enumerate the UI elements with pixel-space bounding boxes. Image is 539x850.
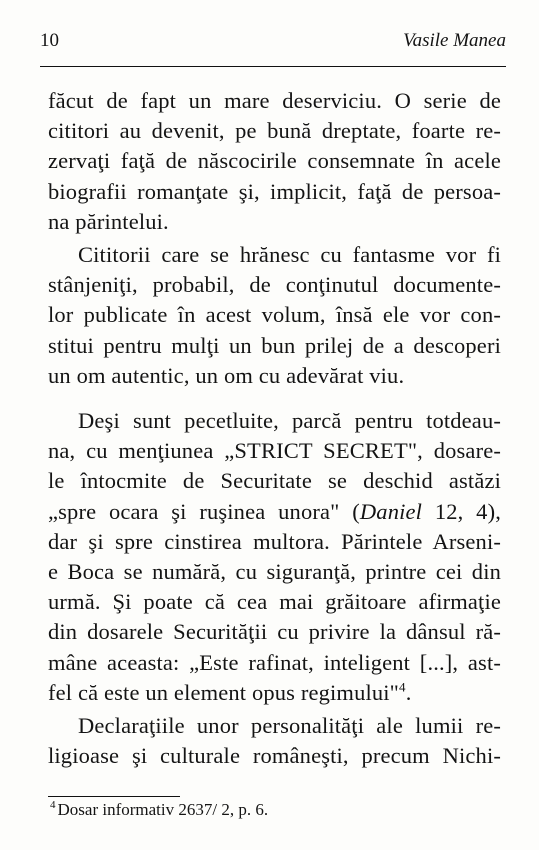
text-line (48, 240, 501, 270)
body-text (48, 86, 501, 771)
footnote-marker: 4 (50, 799, 56, 812)
text-line: stitui pentru mulţi un bun prilej de a descoperi (48, 332, 501, 358)
text-line: ligioase şi culturale româneşti, precum Nichi- (48, 743, 501, 769)
citation-book: Daniel (359, 498, 423, 524)
page-number: 10 (40, 30, 59, 51)
text-line: dar şi spre cinstirea multora. Părintele Arseni- (48, 528, 501, 554)
text-line-content: fel că este un element opus regimului" (48, 679, 400, 705)
paragraph-2 (48, 240, 501, 391)
text-line (48, 406, 501, 436)
text-line: stânjeniţi, probabil, de conţinutul documente- (48, 272, 501, 298)
text-line: biografii romanţate şi, implicit, faţă de persoa- (48, 178, 501, 204)
text-line: lor publicate în acest volum, însă ele vor con- (48, 302, 501, 328)
footnote-rule (48, 796, 180, 797)
text-line: un om autentic, un om cu adevărat viu. (48, 362, 405, 388)
running-head-author: Vasile Manea (403, 30, 506, 51)
text-line-content: Deşi sunt pecetluite, parcă pentru totdeau- (78, 408, 501, 434)
footnote-reference: 4 (399, 679, 406, 695)
paragraph-3 (48, 406, 501, 708)
text-line: e Boca se numără, cu siguranţă, printre cei din (48, 559, 501, 585)
text-line (48, 497, 501, 527)
text-line: le întocmite de Securitate se deschid astăzi (48, 468, 501, 494)
text-line-content: Declaraţiile unor personalităţi ale lumii re- (78, 713, 501, 739)
text-line: mâne aceasta: „Este rafinat, inteligent [...], ast- (48, 649, 501, 675)
text-line: din dosarele Securităţii cu privire la dânsul ră- (48, 619, 501, 645)
text-line-content: Cititorii care se hrănesc cu fantasme vor fi (78, 242, 501, 268)
text-line: zervaţi faţă de născocirile consemnate în acele (48, 148, 501, 174)
paragraph-1 (48, 86, 501, 237)
footnote (50, 799, 268, 821)
footnote-text: Dosar informativ 2637/ 2, p. 6. (57, 800, 269, 819)
quote-text: „spre ocara şi ruşinea unora" ( (48, 498, 360, 524)
citation-ref: 12, 4), (422, 498, 501, 524)
paragraph-4 (48, 711, 501, 771)
text-line: făcut de fapt un mare deserviciu. O serie de (48, 88, 501, 113)
page-header (40, 30, 506, 56)
text-line: na, cu menţiunea „STRICT SECRET", dosare- (48, 438, 501, 464)
text-line: cititori au devenit, pe bună dreptate, foarte re- (48, 118, 501, 144)
text-line: urmă. Şi poate că cea mai grăitoare afirmaţie (48, 589, 501, 615)
text-line: fel că este un element opus regimului"$^4$. (48, 679, 412, 705)
text-line: na părintelui. (48, 208, 169, 234)
text-line (48, 711, 501, 741)
header-rule (40, 66, 506, 67)
